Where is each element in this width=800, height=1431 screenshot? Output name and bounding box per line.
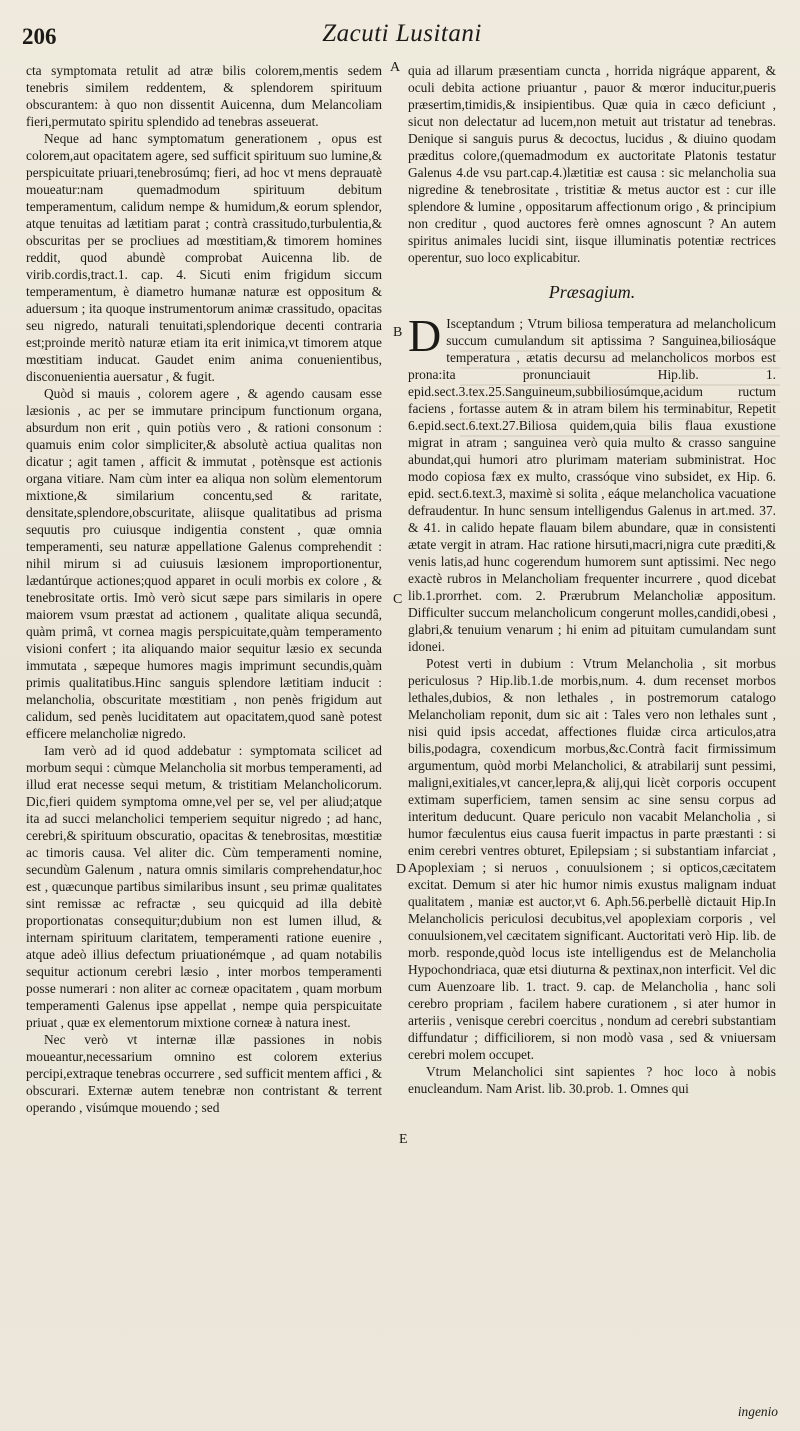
page-number: 206 (22, 24, 57, 49)
right-column (408, 62, 776, 1097)
paragraph: Potest verti in dubium : Vtrum Melancholia , sit morbus periculosus ? Hip.lib.1.de morbis,num. 4. dum recenset morbos lethales,dubios, & non lethales , in postremorum catalogo Melancholiam reponit, dum sic ait : Tales vero non lethales sunt , nisi quid ipsis accedat, affectiones fluidæ circa articulos,atra bilis,podagra, coxendicum morbus,&c.Contrà facit firmissimum argumentum, quòd morbi Melancholici, & atrabilarij sunt pessimi, maligni,exitiales,vt cancer,lepra,& alij,qui licèt corporis occupent extimam superficiem, tamen sensim ac sine sensu corpus ad interitum deducunt. Quare periculo non vacabit Melancholia , si humor fæculentus eius causa fuerit impactus in parte præstanti : si enim cerebri ventres obturet, Epilepsiam ; si substantiam infarciat , Apoplexiam ; si neruos , conuulsionem ; si opticos,cæcitatem excitat. Demum si ater hic humor nimis exustus malignam induat qualitatem , maniæ est auctor,vt 6. Aph.56.perbellè dictauit Hip.In Melancholicis periculosi decubitus,vel apoplexiam corporis , vel conuulsionem,vel cæcitatem significant. Auctoritati verò Hip. lib. de morb. responde,quòd locus iste intelligendus est de Melancholia Hypochondriaca, quæ etsi diuturna & pextinax,non interficit. Vel dic cum Auenzoare lib. 1. tract. 9. cap. de Melancholia , hanc soli cerebro propriam , facilem habere curationem , si ater humor in arteriis , venisque cerebri coercitus , nondum ad cerebri substantiam diffundatur ; difficiliorem, si non modò vasa , sed & vniuersam cerebri molem occupet. (408, 656, 776, 1062)
margin-letter-b: B (393, 325, 403, 340)
paragraph: Vtrum Melancholici sint sapientes ? hoc loco à nobis enucleandum. Nam Arist. lib. 30.prob. 1. Omnes qui (408, 1064, 776, 1096)
paragraph: Iam verò ad id quod addebatur : symptomata scilicet ad morbum sequi : cùmque Melancholia sit morbus temperamenti, ad illud erat necesse sequi metum, & tristitiam Melancholicorum. Dic,fieri quidem symptoma omne,vel per se, vel per aliud;atque ita ad succi melancholici temperiem sequitur nigredo ; ad hanc, cerebri,& spirituum obscuratio, opacitas & tenebrositas, mœstitiæ ac timoris causa. Vel aliter dic. Cùm temperamenti nomine, secundùm Galenum , natura omnis similaris comprehendatur,hoc est , quæcunque partibus similaribus insunt , seu primæ qualitates sint remissæ ac refractæ , seu quicquid ad illa debitè proportionatas consequitur;dubium non est lumen illud, & internam spirituum claritatem, temperamenti ratione euenire , atque adeò illius defectum priuationémque , ad quam notabilis sequitur actionum cerebri læsio , inter morbos temperamenti posse numerari : non aliter ac corneæ opacitatem , quam morbum temperamenti Galenus ipse appellat , nempe quia perspicuitate priuat , quæ ex elementorum mixtione corneæ à natura inest. (26, 743, 382, 1030)
margin-letter-c: C (393, 592, 403, 607)
left-column (26, 62, 382, 1116)
margin-letter-e: E (399, 1132, 408, 1147)
paragraph: Nec verò vt internæ illæ passiones in nobis moueantur,necessarium omnino est colorem exterius percipi,extraque tenebras occurrere , sed sufficit mentem affici , & obscurari. Externæ autem tenebræ non contristant & terrent operando , visúmque mouendo ; sed (26, 1032, 382, 1115)
paragraph (408, 310, 776, 655)
paragraph-text: Isceptandum ; Vtrum biliosa temperatura ad melancholicum succum cumulandum sit aptissima ? Sanguinea,biliosáque temperatura , ætatis decursu ad melancholicos morbos est prona:ita pronunciauit Hip.lib. 1. epid.sect.3.tex.25.Sanguineum,subbiliosúmque,acidum ructum faciens , fortasse autem & in atram bilem his terminabitur, Repetit 6.epid.sect.6.text.27.Biliosa quidem,quia bilis flaua exustione migrat in atram ; sanguinea verò quia multo & crasso sanguine abundat,qui humori atro plurimam materiam subministrat. Hoc modo copiosa fæx ex multo, crassóque vino subsidet, ex Hip. 6. epid. sect.6.text.3, maximè si solita , eáque melancholica vacuatione defraudentur. In hunc sensum intelligendus Galenus in art.med. 37. & 41. in calido hepate flauam bilem abundare, quæ in consistenti ætate vergit in atram. Hac ratione hirsuti,macri,nigra cute præditi,& venis latis,ad hunc cogerendum humorem sunt aptissimi. Nec nego exactè rubros in Melancholiam frequenter incurrere , quod dicebat lib.1.prorrhet. com. 2. Prærubrum Melancholiæ appositum. Difficulter succum melancholicum congerunt molles,candidi,obesi , glabri,& tenuium venarum ; hi enim ad pituitam cumulandam sunt idonei. (408, 316, 776, 654)
catchword: ingenio (737, 1404, 778, 1419)
paragraph: Neque ad hanc symptomatum generationem , opus est colorem,aut opacitatem agere, sed sufficit spirituum suo lumine,& perspicuitate priuari,tenebrosúmq; fieri, ad hoc vt mens deprauatè moueatur:nam quemadmodum spirituum debitum temperamentum, calidum nempe & humidum,& eorum splendor, atque tenuitas ad lætitiam parat ; contrà crassitudo,turbulentia,& obscuritas per se procliues ad mœstitiam,& timorem homines reddit, quod abundè comprobat Auicenna lib. de virib.cordis,tract.1. cap. 4. Sicuti enim frigidum siccum temperamentum, è diametro humanæ naturæ est oppositum & aduersum ; ita quoque instrumentorum animæ crassitudo, opacitas seu nigredo, naturali tenuitati,splendorique decenti contraria est;proinde meritò naturæ etiam ita erit inimica,vt timorem atque mœstitiam inducat. Gaudet enim anima conuenientibus, disconuenientia auersatur , & fugit. (26, 131, 382, 384)
paragraph: Quòd si mauis , colorem agere , & agendo causam esse læsionis , ac per se immutare principum functionum organa, absurdum non erit , quin potiùs vero , & rationi consonum : quamuis enim color simpliciter,& absolutè actiua qualitas non dicatur ; agit tamen , afficit & immutat , potènsque est actionis organa vitiare. Nam cùm inter ea aliqua non solùm elementorum mixtione,& similarium concentu,sed & raritate, densitate,splendore,obscuritate, aliisque qualitatibus ad prisma sequutis pro cuiusque indigentia constent , quæ omnia temperamenti, seu naturæ appellatione Galenus comprehendit : nihil mirum si ad cuiusuis læsionem improportionentur, lædantúrque actiones;quod apparet in oculi morbis ex colore , & tenebrositate ortis. Imò verò sicut sæpe pars similaris in opere maiorem vsum præstat ad actionem , qualitate aliqua secundâ, quàm primâ, vt cornea magis perspicuitate,quàm temperamento visioni confert ; ita aliquando maior sequitur læsio ex secunda immutata , sæpeque humores magis imprimunt secundis,quàm primis qualitatibus.Hinc sanguis splendore lætitiam inducit : melancholia, obscuritate mœstitiam , non penès frigidum aut calidum, sed penès luciditatem aut opacitatem,quod sanè potest efficere melancholiæ nigredo. (26, 386, 382, 741)
paragraph: cta symptomata retulit ad atræ bilis colorem,mentis sedem tenebris similem reddentem, & splendorem spirituum obscurantem: à quo non dissentit Auicenna, dum Melancoliam fieri,permutato spiritu splendido ad tenebras asseuerat. (26, 63, 382, 129)
page-header (22, 20, 782, 60)
margin-letter-d: D (396, 862, 407, 877)
drop-cap: D (408, 310, 442, 361)
margin-letter-a: A (390, 60, 401, 75)
paragraph: quia ad illarum præsentiam cuncta , horrida nigráque apparent, & oculi debita actione priuantur , pauor & mœror inducitur,pueris præsertim,timidis,& insipientibus. Quæ quia in cæco deficiunt , sicut non delectatur ad lucem,non metuit aut tristatur ad tenebras. Denique si sanguis purus & decoctus, lucidus , & diuino quodam præditus colore,(quemadmodum ex auctoritate Platonis testatur Galenus 4.de vsu part.cap.4.)lætitiæ est causa : sic melancholia sua nigredine & tenebrositate , tristitiæ & metus auctor est : cur ille splendore & lumine , oppositarum affectionum origo , & principium non creditur , quod auctores ferè omnes agnoscunt ? An autem spiritus animales lucidi sint, iisque illuminatis potentiæ rectrices operentur, suo loco explicabitur. (408, 63, 776, 265)
running-head: Zacuti Lusitani (322, 20, 482, 47)
section-title: Præsagium. (548, 282, 636, 302)
